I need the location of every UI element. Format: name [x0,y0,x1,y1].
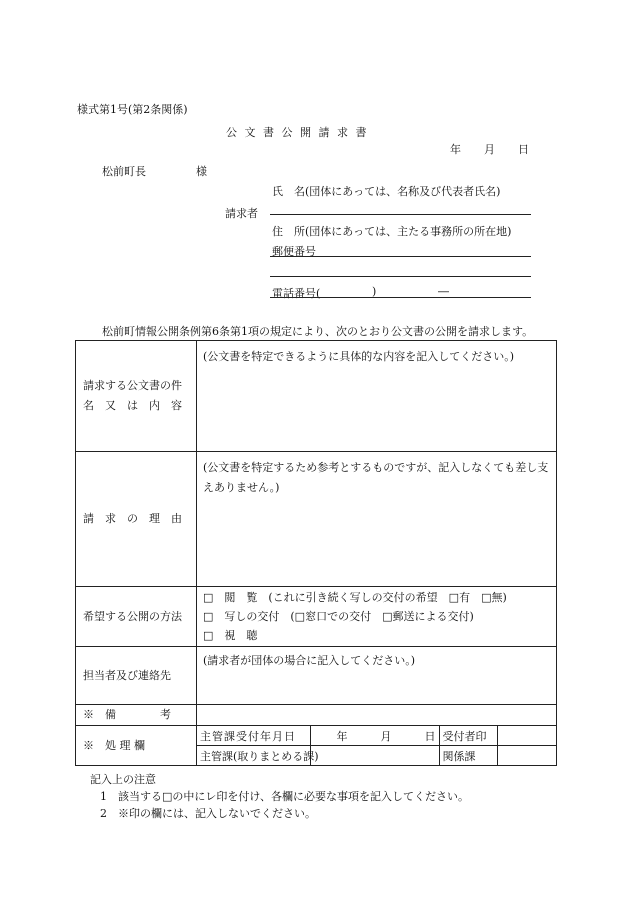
processing-label: ※ 処 理 欄 [76,726,197,766]
page-title: 公 文 書 公 開 請 求 書 [226,126,369,139]
method-label: 希望する公開の方法 [76,587,197,647]
postal-code-label: 郵便番号 [272,245,316,258]
contact-field[interactable] [197,647,557,705]
dept-summary-field[interactable] [310,746,439,766]
address-field-line[interactable] [270,276,531,277]
processing-cell [197,726,557,766]
dept-received-date[interactable]: 年 月 日 [310,726,439,746]
request-table [75,340,557,766]
subject-label [76,341,197,452]
form-number: 様式第1号(第2条関係) [77,103,188,116]
postal-field-line[interactable] [270,256,531,257]
subject-field[interactable] [197,341,557,452]
intro-statement: 松前町情報公開条例第6条第1項の規定により、次のとおり公文書の公開を請求します。 [102,325,534,338]
method-option-copy[interactable]: □ 写しの交付 (□窓口での交付 □郵送による交付) [203,610,474,623]
remarks-field[interactable] [197,705,557,726]
addressee-honorific: 様 [196,165,207,178]
subject-note: (公文書を特定できるように具体的な内容を記入してください。) [203,350,515,363]
phone-close-paren: ) [372,285,377,298]
phone-label: 電話番号( [272,287,321,300]
receiver-seal-label: 受付者印 [439,726,497,746]
notes-heading: 記入上の注意 [90,773,156,786]
address-label: 住 所(団体にあっては、主たる事務所の所在地) [272,225,512,238]
subject-label-line1: 請求する公文書の件 [83,379,182,392]
note-item-2: 2 ※印の欄には、記入しないでください。 [100,807,316,820]
date-day-label: 日 [518,143,529,156]
requester-label: 請求者 [225,207,258,220]
date-year-label: 年 [450,143,461,156]
phone-dash: ― [438,285,449,298]
note-item-1: 1 該当する□の中にレ印を付け、各欄に必要な事項を記入してください。 [100,790,469,803]
dept-received-label: 主管課受付年月日 [197,726,310,746]
name-field-line[interactable] [270,214,531,215]
contact-note: (請求者が団体の場合に記入してください。) [203,654,416,667]
addressee: 松前町長 [102,165,146,178]
related-dept-field[interactable] [497,746,556,766]
name-label: 氏 名(団体にあっては、名称及び代表者氏名) [272,185,501,198]
reason-label: 請 求 の 理 由 [76,452,197,587]
method-option-listen[interactable]: □ 視 聴 [203,629,258,642]
reason-note: (公文書を特定するため参考とするものですが、記入しなくても差し支えありません。) [203,461,549,494]
subject-label-line2: 名 又 は 内 容 [83,399,182,412]
method-options [197,587,557,647]
related-dept-label: 関係課 [439,746,497,766]
reason-field[interactable] [197,452,557,587]
remarks-label: ※ 備 考 [76,705,197,726]
contact-label: 担当者及び連絡先 [76,647,197,705]
receiver-seal-field[interactable] [497,726,556,746]
phone-field-line[interactable] [270,297,531,298]
dept-summary-label: 主管課(取りまとめる課) [197,746,310,766]
date-month-label: 月 [484,143,495,156]
method-option-view[interactable]: □ 閲 覧 (これに引き続く写しの交付の希望 □有 □無) [203,591,507,604]
processing-subtable [197,726,556,765]
